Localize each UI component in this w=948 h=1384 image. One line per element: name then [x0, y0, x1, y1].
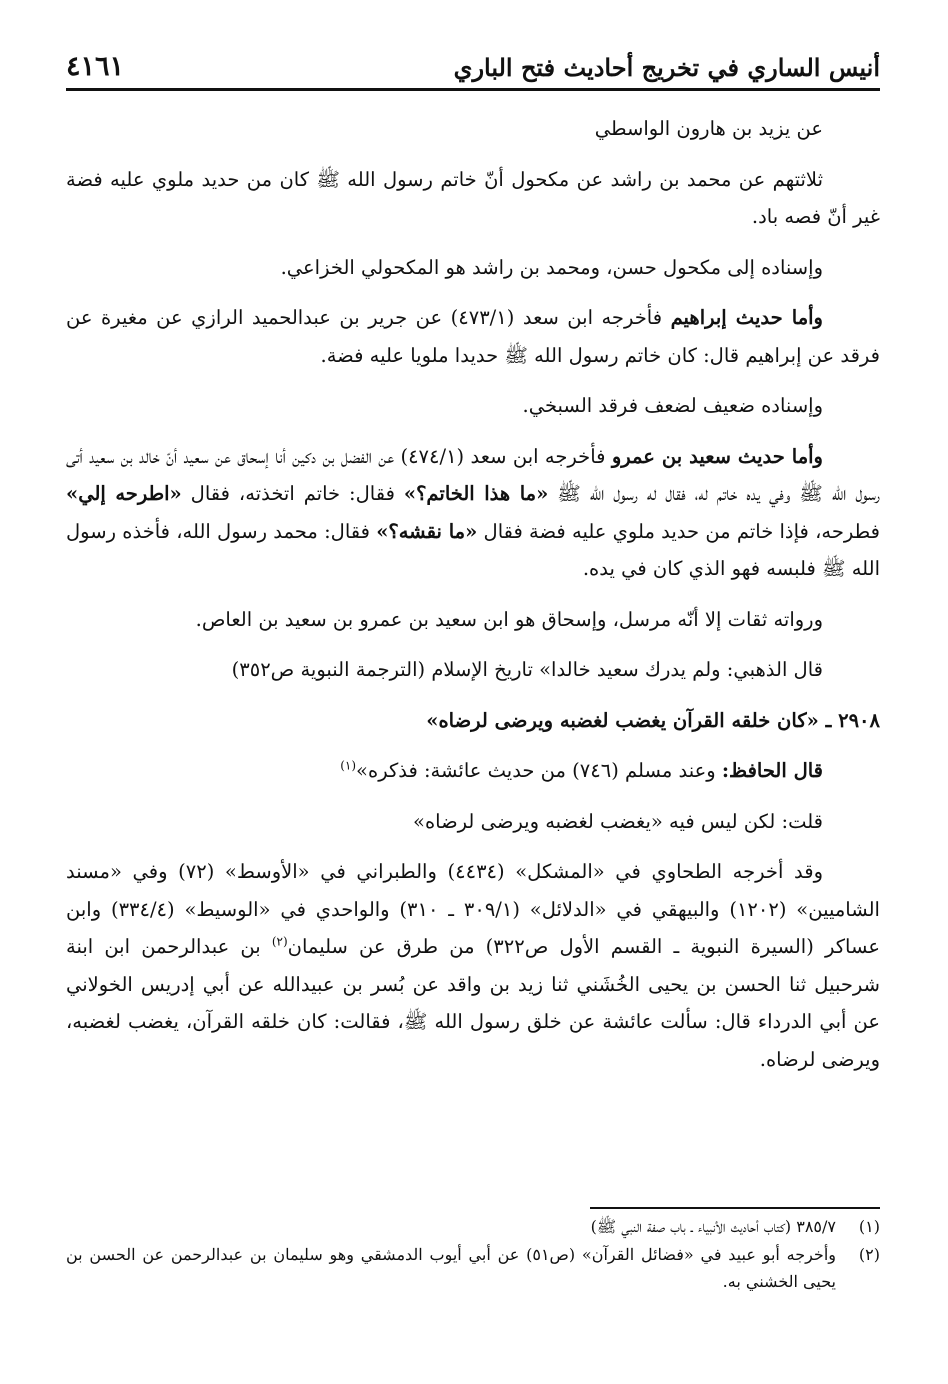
section-lead: قال الحافظ:: [721, 759, 823, 782]
paragraph-text: فقال: خاتم اتخذته، فقال: [181, 482, 404, 505]
hadith-heading-text: ٢٩٠٨ ـ «كان خلقه القرآن يغضب لغضبه ويرضى لرضاه»: [426, 708, 880, 732]
page-number: ٤١٦١: [66, 51, 125, 82]
footnote-number: (١): [858, 1217, 880, 1236]
quoted-speech: «ما نقشه؟»: [376, 519, 478, 543]
paragraph-text: عن يزيد بن هارون الواسطي: [594, 117, 823, 140]
paragraph-text: فأخرجه ابن سعد (٤٧٣/١) عن جرير بن عبدالحميد الرازي عن مغيرة عن فرقد عن إبراهيم قال: كان خاتم رسول الله ﷺ حديدا ملويا عليه فضة.: [66, 306, 880, 367]
running-title: أنيس الساري في تخريج أحاديث فتح الباري: [453, 53, 880, 82]
footnote-ref[interactable]: (٢): [271, 934, 288, 949]
page-header: [66, 36, 880, 91]
paragraph: [66, 110, 880, 148]
footnote-number: (٢): [858, 1244, 880, 1264]
paragraph-text: وقد أخرجه الطحاوي في «المشكل» (٤٤٣٤) والطبراني في «الأوسط» (٧٢) وفي «مسند الشاميين» (١٢٠٢) والبيهقي في «الدلائل» (٣٠٩/١ ـ ٣١٠) والواحدي في «الوسيط» (٣٣٤/٤) وابن عساكر (السيرة النبوية ـ القسم الأول ص٣٢٢) من طرق عن سليمان: [66, 860, 880, 958]
paragraph: [66, 299, 880, 374]
footnotes: [66, 1213, 880, 1296]
paragraph-text: فأخرجه ابن سعد (٤٧٤/١) عن الفضل بن دكين أنا إسحاق عن سعيد أنّ خالد بن سعيد أتى رسول الله ﷺ وفي يده خاتم له، فقال له رسول الله ﷺ: [66, 444, 880, 505]
paragraph-text: قلت: لكن ليس فيه «يغضب لغضبه ويرضى لرضاه»: [413, 809, 823, 833]
footnote-text: ٣٨٥/٧ (كتاب أحاديث الأنبياء ـ باب صفة النبي ﷺ): [590, 1217, 836, 1236]
footnote-ref[interactable]: (١): [340, 758, 357, 773]
footnote: [66, 1213, 880, 1241]
paragraph-text: ورواته ثقات إلا أنّه مرسل، وإسحاق هو ابن سعيد بن عمرو بن سعيد بن العاص.: [195, 607, 823, 631]
quoted-speech: «اطرحه إلي»: [66, 482, 182, 505]
paragraph: [66, 853, 880, 1078]
paragraph-text: ثلاثتهم عن محمد بن راشد عن مكحول أنّ خاتم رسول الله ﷺ كان من حديد ملوي عليه فضة غير أنّ فصه باد.: [66, 167, 880, 228]
paragraph: [66, 803, 880, 841]
footnote: [66, 1241, 880, 1296]
paragraph: [66, 387, 880, 425]
section-lead: وأما حديث إبراهيم: [670, 306, 823, 329]
paragraph: [66, 651, 880, 689]
paragraph-text: وعند مسلم (٧٤٦) من حديث عائشة: فذكره»: [356, 759, 722, 782]
paragraph: [66, 249, 880, 287]
footnote-divider: [590, 1207, 880, 1209]
paragraph-text: فقال: محمد رسول الله، فأخذه رسول الله ﷺ فلبسه فهو الذي كان في يده.: [66, 519, 880, 580]
paragraph-text: بن عبدالرحمن ابن ابنة شرحبيل ثنا الحسن بن يحيى الخُشَني ثنا زيد بن واقد عن بُسر بن عبيدالله عن أبي إدريس الخولاني عن أبي الدرداء قال: سألت عائشة عن خلق رسول الله ﷺ، فقالت: كان خلقه القرآن، يغضب لغضبه، ويرضى لرضاه.: [66, 935, 880, 1071]
paragraph: [66, 601, 880, 639]
footnote-text: وأخرجه أبو عبيد في «فضائل القرآن» (ص٥١) عن أبي أيوب الدمشقي وهو سليمان بن عبدالرحمن عن الحسن بن يحيى الخشني به.: [66, 1244, 836, 1291]
paragraph-text: قال الذهبي: ولم يدرك سعيد خالدا» تاريخ الإسلام (الترجمة النبوية ص٣٥٢): [231, 658, 823, 681]
paragraph-text: فطرحه، فإذا خاتم من حديد ملوي عليه فضة فقال: [477, 519, 880, 543]
main-text: [66, 110, 880, 1091]
paragraph-text: وإسناده ضعيف لضعف فرقد السبخي.: [522, 394, 823, 417]
paragraph: [66, 438, 880, 588]
paragraph-text: وإسناده إلى مكحول حسن، ومحمد بن راشد هو المكحولي الخزاعي.: [280, 255, 823, 279]
section-lead: وأما حديث سعيد بن عمرو: [611, 444, 823, 468]
quoted-speech: «ما هذا الخاتم؟»: [403, 482, 549, 505]
paragraph: [66, 752, 880, 790]
hadith-heading: [66, 702, 880, 740]
paragraph: [66, 161, 880, 236]
